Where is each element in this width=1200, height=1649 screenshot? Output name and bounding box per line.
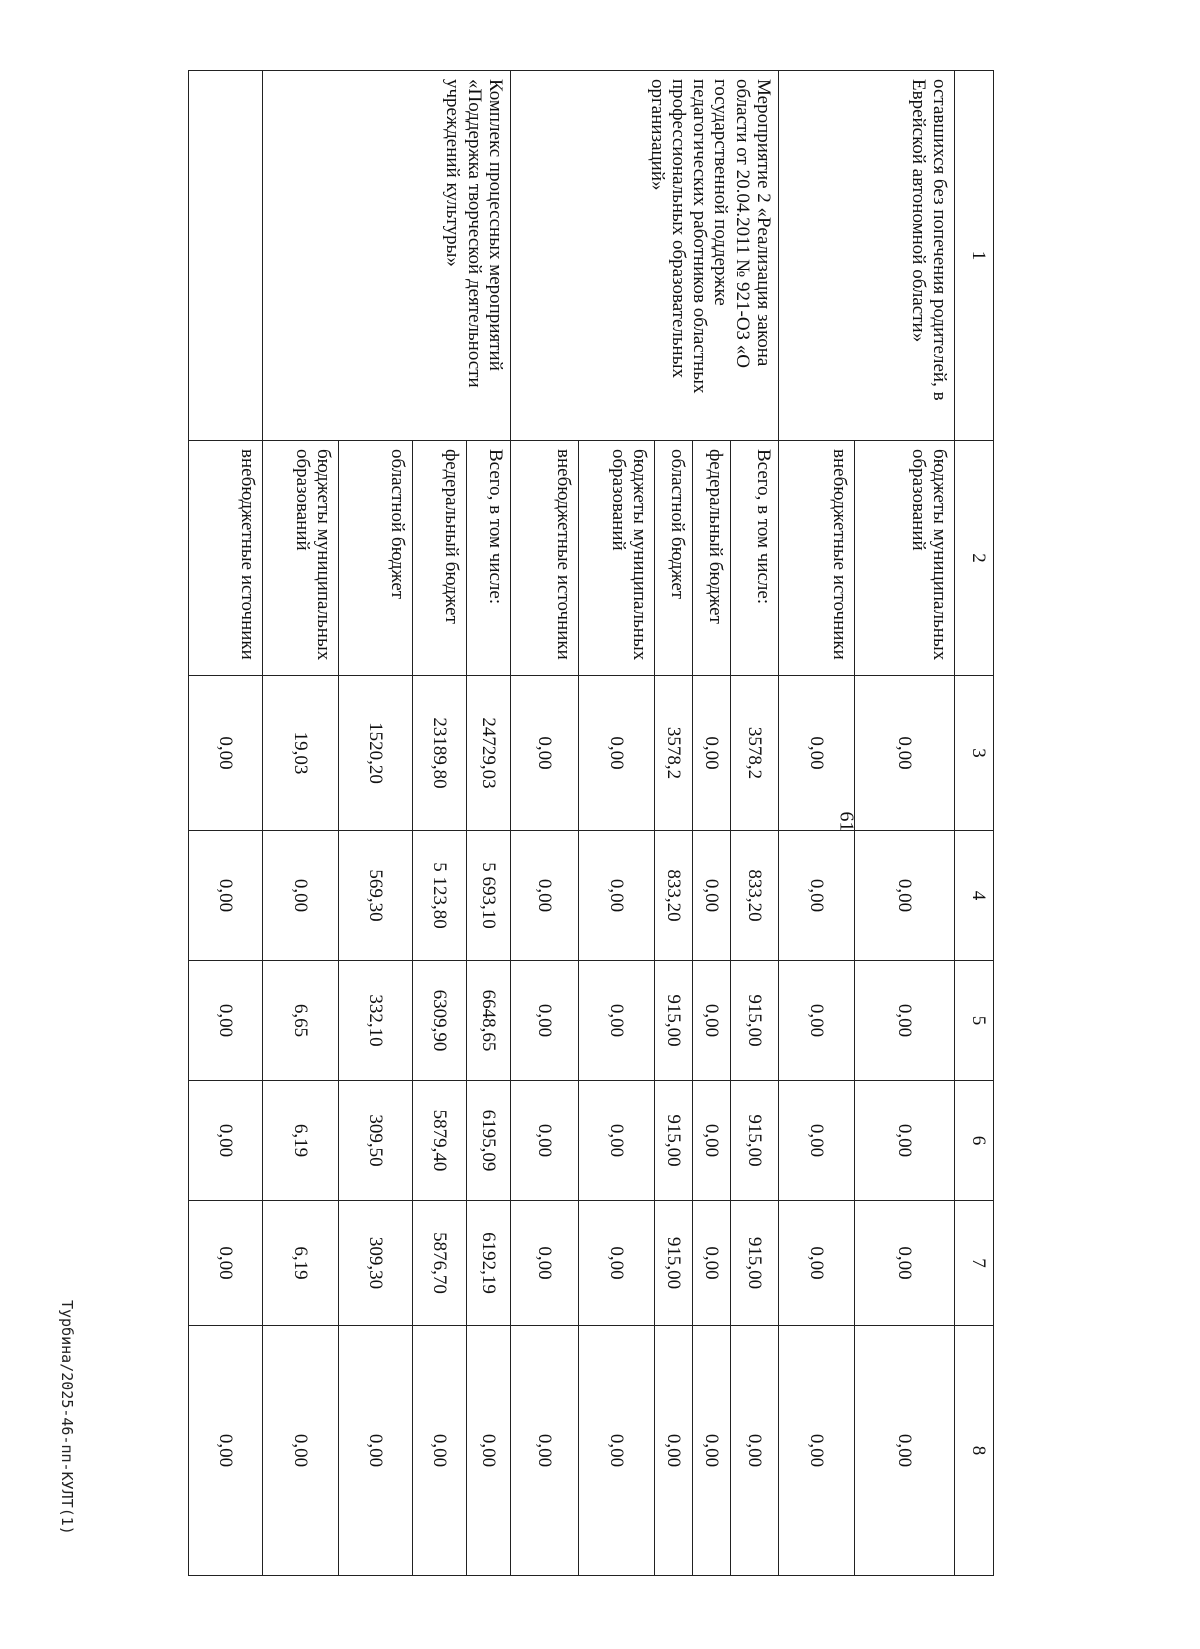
measure-description: Мероприятие 2 «Реализация закона области от 20.04.2011 № 921-ОЗ «О государственной поддержке педагогических работников областных профессиональных образовательных организаций» xyxy=(511,71,779,441)
funding-source: Всего, в том числе: xyxy=(467,441,511,676)
value-cell: 332,10 xyxy=(339,961,413,1081)
value-cell: 5 123,80 xyxy=(413,831,467,961)
funding-source: областной бюджет xyxy=(655,441,693,676)
funding-source: Всего, в том числе: xyxy=(731,441,779,676)
value-cell: 0,00 xyxy=(579,1326,655,1576)
value-cell: 915,00 xyxy=(731,961,779,1081)
value-cell: 0,00 xyxy=(189,1326,263,1576)
value-cell: 0,00 xyxy=(779,831,855,961)
value-cell: 0,00 xyxy=(779,1326,855,1576)
value-cell: 5876,70 xyxy=(413,1201,467,1326)
value-cell: 6,65 xyxy=(263,961,339,1081)
value-cell: 24729,03 xyxy=(467,676,511,831)
value-cell: 0,00 xyxy=(855,1081,955,1201)
value-cell: 0,00 xyxy=(511,1081,579,1201)
value-cell: 0,00 xyxy=(579,1201,655,1326)
value-cell: 0,00 xyxy=(189,1081,263,1201)
value-cell: 0,00 xyxy=(731,1326,779,1576)
budget-table xyxy=(188,70,994,1576)
value-cell: 0,00 xyxy=(511,1326,579,1576)
value-cell: 0,00 xyxy=(263,831,339,961)
funding-source: бюджеты муниципальных образований xyxy=(263,441,339,676)
value-cell: 309,50 xyxy=(339,1081,413,1201)
value-cell: 3578,2 xyxy=(731,676,779,831)
column-header: 2 xyxy=(955,441,994,676)
table-row xyxy=(189,71,263,1576)
funding-source: внебюджетные источники xyxy=(779,441,855,676)
value-cell: 0,00 xyxy=(189,831,263,961)
value-cell: 0,00 xyxy=(855,831,955,961)
value-cell: 915,00 xyxy=(655,1201,693,1326)
value-cell: 0,00 xyxy=(511,676,579,831)
funding-source: внебюджетные источники xyxy=(511,441,579,676)
value-cell: 833,20 xyxy=(655,831,693,961)
header-row xyxy=(955,71,994,1576)
value-cell: 915,00 xyxy=(655,961,693,1081)
value-cell: 0,00 xyxy=(579,831,655,961)
value-cell: 5879,40 xyxy=(413,1081,467,1201)
value-cell: 0,00 xyxy=(655,1326,693,1576)
funding-source: бюджеты муниципальных образований xyxy=(855,441,955,676)
value-cell: 0,00 xyxy=(263,1326,339,1576)
funding-source: федеральный бюджет xyxy=(693,441,731,676)
value-cell: 0,00 xyxy=(511,1201,579,1326)
value-cell: 309,30 xyxy=(339,1201,413,1326)
value-cell: 0,00 xyxy=(693,676,731,831)
value-cell: 0,00 xyxy=(779,961,855,1081)
value-cell: 0,00 xyxy=(579,1081,655,1201)
value-cell: 0,00 xyxy=(579,961,655,1081)
table-row xyxy=(855,71,955,1576)
measure-description: оставшихся без попечения родителей, в Еврейской автономной области» xyxy=(779,71,955,441)
document-footer-code: Турбина/2025-46-пп-КУЛТ(1) xyxy=(58,1300,76,1535)
value-cell: 915,00 xyxy=(731,1081,779,1201)
value-cell: 0,00 xyxy=(189,961,263,1081)
table-row xyxy=(731,71,779,1576)
value-cell: 5 693,10 xyxy=(467,831,511,961)
column-header: 8 xyxy=(955,1326,994,1576)
value-cell: 6,19 xyxy=(263,1201,339,1326)
value-cell: 6309,90 xyxy=(413,961,467,1081)
value-cell: 915,00 xyxy=(655,1081,693,1201)
table-row xyxy=(467,71,511,1576)
value-cell: 0,00 xyxy=(855,676,955,831)
value-cell: 569,30 xyxy=(339,831,413,961)
value-cell: 3578,2 xyxy=(655,676,693,831)
value-cell: 0,00 xyxy=(693,1201,731,1326)
value-cell: 1520,20 xyxy=(339,676,413,831)
funding-source: внебюджетные источники xyxy=(189,441,263,676)
value-cell: 6648,65 xyxy=(467,961,511,1081)
column-header: 4 xyxy=(955,831,994,961)
measure-description xyxy=(189,71,263,441)
value-cell: 0,00 xyxy=(511,961,579,1081)
column-header: 3 xyxy=(955,676,994,831)
column-header: 1 xyxy=(955,71,994,441)
value-cell: 0,00 xyxy=(189,1201,263,1326)
column-header: 7 xyxy=(955,1201,994,1326)
value-cell: 833,20 xyxy=(731,831,779,961)
value-cell: 6,19 xyxy=(263,1081,339,1201)
value-cell: 0,00 xyxy=(467,1326,511,1576)
budget-table-sheet xyxy=(132,70,994,1575)
value-cell: 0,00 xyxy=(855,961,955,1081)
measure-description: Комплекс процессных мероприятий «Поддержка творческой деятельности учреждений культуры» xyxy=(263,71,511,441)
value-cell: 0,00 xyxy=(413,1326,467,1576)
value-cell: 0,00 xyxy=(779,1201,855,1326)
value-cell: 19,03 xyxy=(263,676,339,831)
value-cell: 0,00 xyxy=(779,1081,855,1201)
value-cell: 0,00 xyxy=(693,1326,731,1576)
value-cell: 6195,09 xyxy=(467,1081,511,1201)
column-header: 5 xyxy=(955,961,994,1081)
funding-source: бюджеты муниципальных образований xyxy=(579,441,655,676)
funding-source: областной бюджет xyxy=(339,441,413,676)
value-cell: 6192,19 xyxy=(467,1201,511,1326)
value-cell: 0,00 xyxy=(779,676,855,831)
value-cell: 0,00 xyxy=(855,1201,955,1326)
column-header: 6 xyxy=(955,1081,994,1201)
value-cell: 0,00 xyxy=(511,831,579,961)
value-cell: 0,00 xyxy=(693,1081,731,1201)
funding-source: федеральный бюджет xyxy=(413,441,467,676)
page-number: 61 xyxy=(835,811,858,832)
value-cell: 0,00 xyxy=(339,1326,413,1576)
value-cell: 0,00 xyxy=(855,1326,955,1576)
value-cell: 0,00 xyxy=(579,676,655,831)
value-cell: 23189,80 xyxy=(413,676,467,831)
value-cell: 0,00 xyxy=(189,676,263,831)
value-cell: 0,00 xyxy=(693,831,731,961)
value-cell: 0,00 xyxy=(693,961,731,1081)
value-cell: 915,00 xyxy=(731,1201,779,1326)
